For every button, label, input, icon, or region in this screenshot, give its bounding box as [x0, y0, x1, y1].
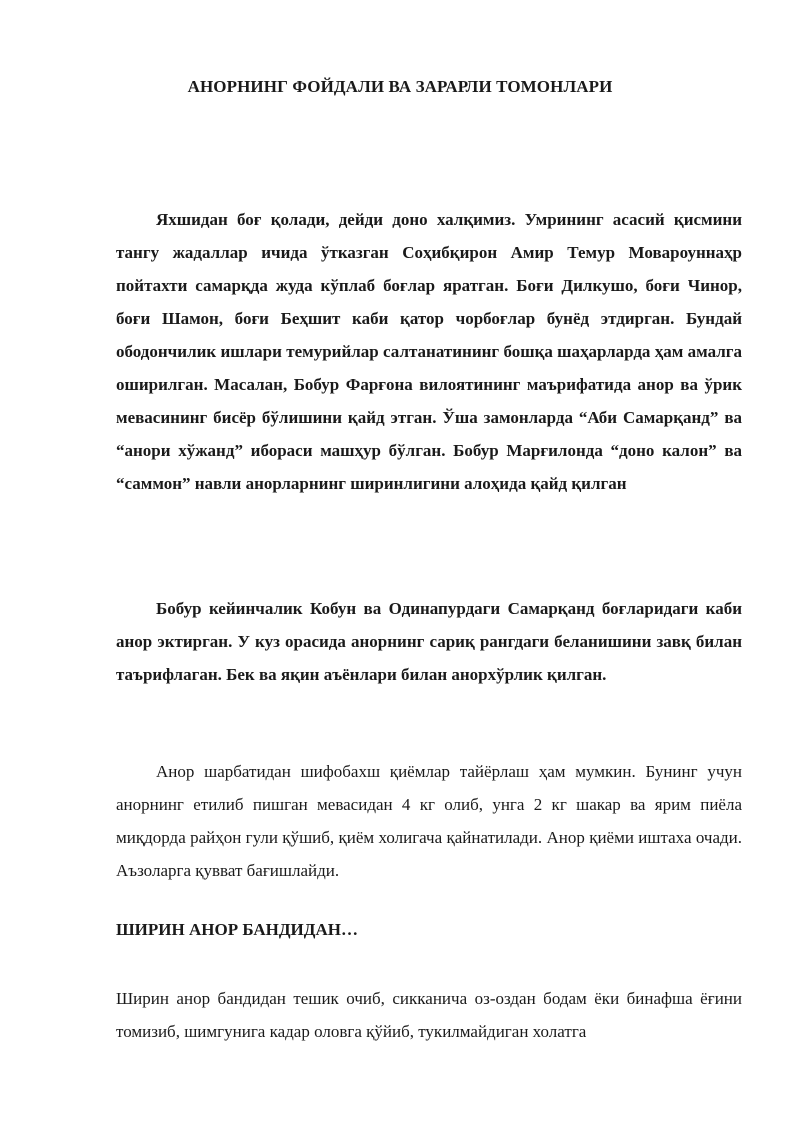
paragraph-babur-gardens: Яхшидан боғ қолади, дейди доно халқимиз. Умрининг асасий қисмини тангу жадаллар ичида ўтказган Соҳибқирон Амир Темур Мовароуннаҳр пойтахти самарқда жуда кўплаб боғлар яратган. Боғи Дилкушо, боғи Чинор, боғи Шамон, боғи Беҳшит каби қатор чорбоғлар бунёд этдирган. Бундай ободончилик ишлари темурийлар салтанатининг бошқа шаҳарларда ҳам амалга оширилган. Масалан, Бобур Фарғона вилоятининг маърифатида анор ва ўрик мевасининг бисёр бўлишини қайд этган. Ўша замонларда “Аби Самарқанд” ва “анори хўжанд” ибораси машҳур бўлган. Бобур Марғилонда “доно калон” ва “саммон” навли анорларнинг ширинлигини алоҳида қайд қилган	[116, 210, 742, 493]
document-title: АНОРНИНГ ФОЙДАЛИ ВА ЗАРАРЛИ ТОМОНЛАРИ	[187, 77, 613, 96]
section-paragraph: Ширин анор бандидан тешик очиб, сикканича оз-оздан бодам ёки бинафша ёғини томизиб, шимгунига кадар оловга қўйиб, тукилмайдиган холатга	[116, 989, 742, 1041]
paragraph-pomegranate-syrup: Анор шарбатидан шифобахш қиёмлар тайёрлаш ҳам мумкин. Бунинг учун анорнинг етилиб пишган мевасидан 4 кг олиб, унга 2 кг шакар ва ярим пиёла миқдорда райҳон гули қўшиб, қиём холигача қайнатилади. Анор қиёми иштаха очади. Аъзоларга қувват бағишлайди.	[116, 762, 742, 880]
section-heading: ШИРИН АНОР БАНДИДАН…	[116, 920, 358, 939]
paragraph-kabul-gardens: Бобур кейинчалик Кобун ва Одинапурдаги Самарқанд боғларидаги каби анор эктирган. У куз орасида анорнинг сариқ рангдаги беланишини завқ билан таърифлаган. Бек ва яқин аъёнлари билан анорхўрлик қилган.	[116, 599, 742, 684]
